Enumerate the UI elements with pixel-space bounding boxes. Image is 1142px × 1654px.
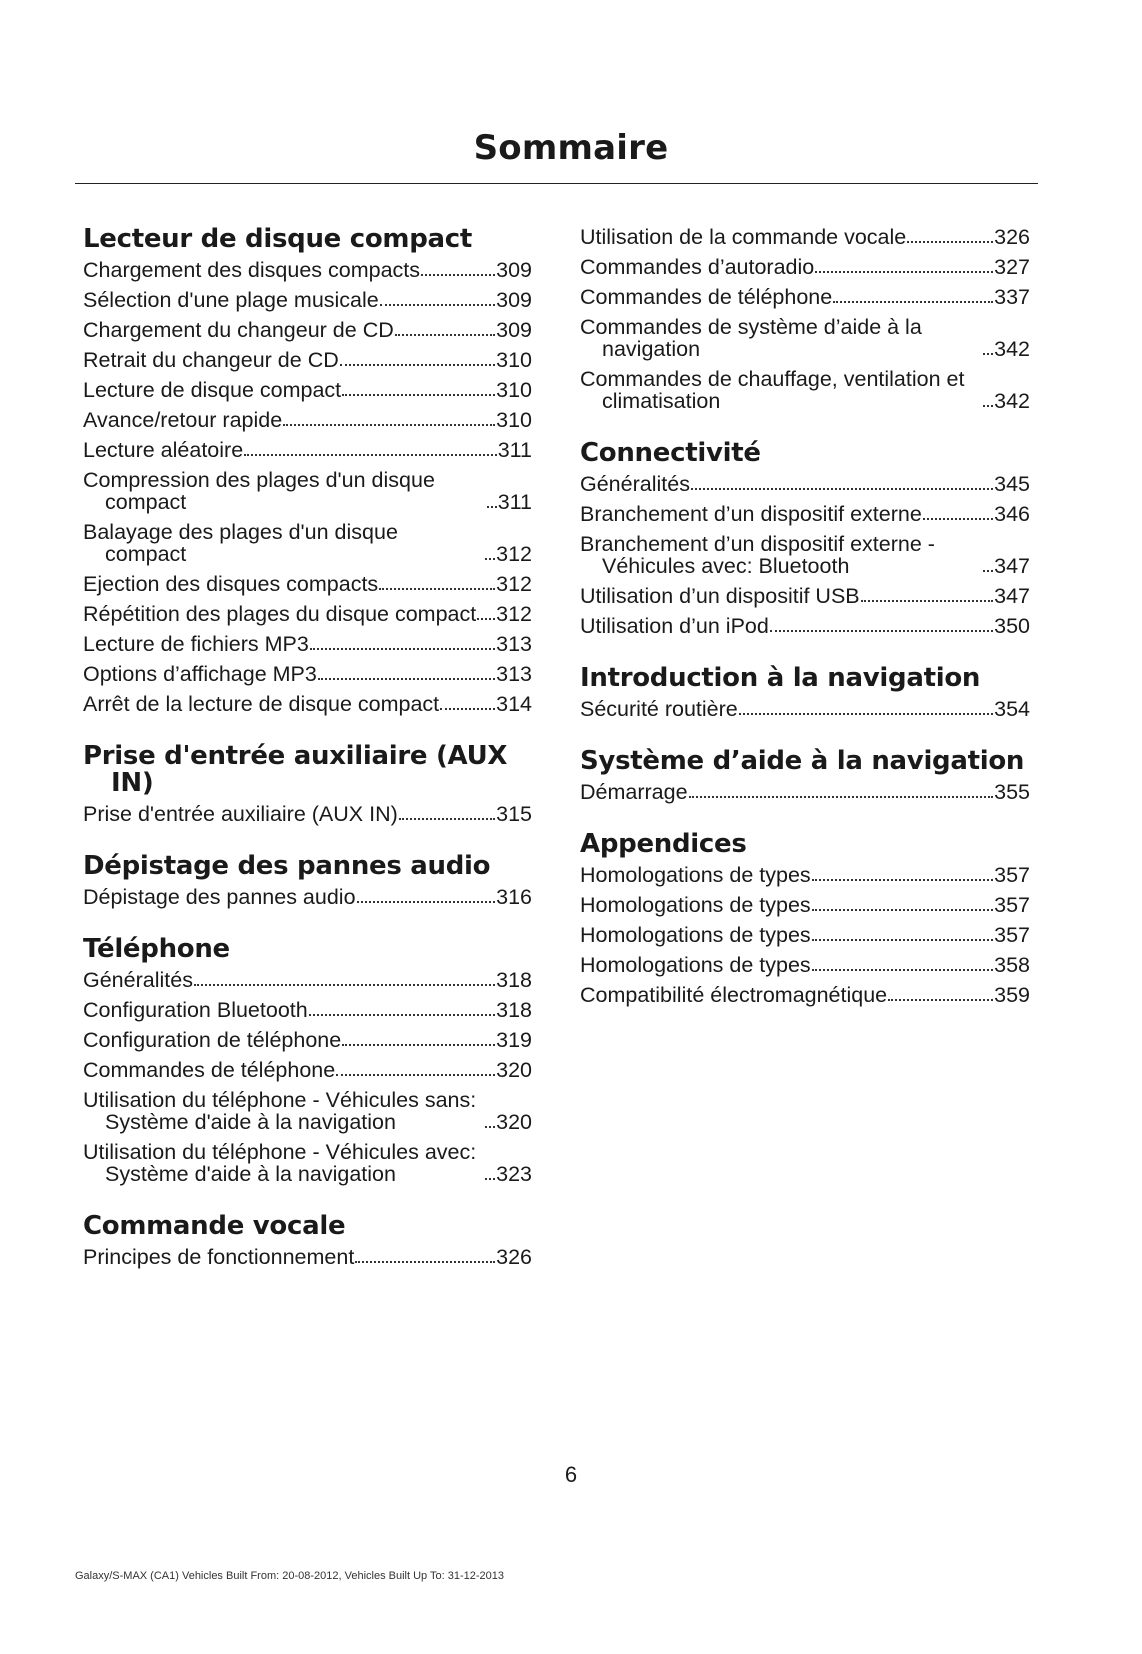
toc-entry-label: Compatibilité électromagnétique <box>580 983 888 1007</box>
toc-section-depistage-des-pannes-audio <box>83 853 532 908</box>
toc-entry[interactable] <box>83 259 532 281</box>
toc-entry-page: 314 <box>496 692 532 716</box>
dot-leader <box>983 352 993 355</box>
dot-leader <box>770 629 993 632</box>
toc-entry-label: Branchement d’un dispositif externe - Véhicules avec: Bluetooth <box>580 532 935 578</box>
toc-entry-label: Configuration de téléphone <box>83 1028 342 1052</box>
toc-entry-page: 342 <box>994 337 1030 361</box>
dot-leader <box>812 908 993 911</box>
toc-section-telephone <box>83 936 532 1185</box>
toc-entry[interactable] <box>580 316 1030 360</box>
toc-entry-label: Généralités <box>580 472 690 496</box>
toc-section-systeme-d-aide-a-la-navigation <box>580 748 1030 803</box>
section-heading: Téléphone <box>83 934 230 964</box>
toc-entry-page: 312 <box>496 602 532 626</box>
toc-right-column <box>580 226 1030 1034</box>
toc-entry-page: 354 <box>994 697 1030 721</box>
dot-leader <box>815 270 993 273</box>
toc-entry-page: 312 <box>496 542 532 566</box>
dot-leader <box>691 487 993 490</box>
toc-entry-label: Utilisation du téléphone - Véhicules avec: Système d'aide à la navigation <box>83 1140 477 1186</box>
toc-entry-label: Compression des plages d'un disque compact <box>83 468 435 514</box>
toc-entry-page: 316 <box>496 885 532 909</box>
toc-entry-page: 357 <box>994 893 1030 917</box>
toc-entry-label: Utilisation d’un dispositif USB <box>580 584 860 608</box>
toc-entry-page: 320 <box>496 1110 532 1134</box>
toc-entry[interactable] <box>83 1029 532 1051</box>
toc-entry-page: 310 <box>496 348 532 372</box>
toc-entry-page: 320 <box>496 1058 532 1082</box>
toc-entry[interactable] <box>580 924 1030 946</box>
toc-entry[interactable] <box>83 521 532 565</box>
toc-entry-label: Arrêt de la lecture de disque compact <box>83 692 440 716</box>
toc-entry-label: Principes de fonctionnement <box>83 1245 355 1269</box>
toc-entry[interactable] <box>83 469 532 513</box>
toc-entry-page: 355 <box>994 780 1030 804</box>
toc-entry[interactable] <box>580 954 1030 976</box>
dot-leader <box>379 587 495 590</box>
toc-entry-page: 358 <box>994 953 1030 977</box>
dot-leader <box>342 393 495 396</box>
toc-entry-page: 312 <box>496 572 532 596</box>
toc-entry[interactable] <box>83 573 532 595</box>
toc-entry[interactable] <box>580 368 1030 412</box>
toc-entry-page: 342 <box>994 389 1030 413</box>
section-heading: Connectivité <box>580 438 761 468</box>
section-heading: Lecteur de disque compact <box>83 224 473 254</box>
toc-entry-label: Utilisation d’un iPod <box>580 614 769 638</box>
toc-section-commande-vocale <box>83 1213 532 1268</box>
dot-leader <box>485 557 495 560</box>
toc-entry-page: 357 <box>994 923 1030 947</box>
toc-entry[interactable] <box>83 1246 532 1268</box>
dot-leader <box>244 453 497 456</box>
toc-entry-label: Chargement du changeur de CD <box>83 318 394 342</box>
toc-entry-label: Configuration Bluetooth <box>83 998 308 1022</box>
toc-entry-page: 311 <box>497 490 532 514</box>
dot-leader <box>907 240 993 243</box>
dot-leader <box>194 983 495 986</box>
toc-entry-label: Dépistage des pannes audio <box>83 885 356 909</box>
toc-entry[interactable] <box>580 473 1030 495</box>
page-title: Sommaire <box>473 128 669 168</box>
toc-entry[interactable] <box>580 226 1030 248</box>
toc-entry[interactable] <box>83 886 532 908</box>
toc-entry[interactable] <box>83 349 532 371</box>
toc-entry-page: 323 <box>496 1162 532 1186</box>
dot-leader <box>318 677 495 680</box>
toc-entry[interactable] <box>83 633 532 655</box>
toc-entry-page: 309 <box>496 258 532 282</box>
toc-entry[interactable] <box>83 409 532 431</box>
toc-entry-page: 313 <box>496 632 532 656</box>
toc-section-lecteur-de-disque-compact <box>83 226 532 715</box>
toc-entry[interactable] <box>83 1059 532 1081</box>
dot-leader <box>739 712 993 715</box>
dot-leader <box>477 617 495 620</box>
toc-entry-label: Utilisation de la commande vocale <box>580 225 907 249</box>
toc-entry-label: Avance/retour rapide <box>83 408 283 432</box>
dot-leader <box>283 423 495 426</box>
toc-entry-label: Retrait du changeur de CD <box>83 348 339 372</box>
toc-entry-label: Homologations de types <box>580 893 811 917</box>
toc-entry-page: 345 <box>994 472 1030 496</box>
dot-leader <box>485 1125 495 1128</box>
section-heading: Dépistage des pannes audio <box>83 851 491 881</box>
toc-entry[interactable] <box>83 319 532 341</box>
dot-leader <box>440 707 495 710</box>
toc-entry-label: Commandes d’autoradio <box>580 255 815 279</box>
dot-leader <box>983 404 993 407</box>
toc-entry[interactable] <box>580 503 1030 525</box>
toc-entry[interactable] <box>83 603 532 625</box>
toc-entry[interactable] <box>580 256 1030 278</box>
toc-section-introduction-a-la-navigation <box>580 665 1030 720</box>
toc-entry-label: Lecture de fichiers MP3 <box>83 632 309 656</box>
toc-entry-label: Commandes de système d’aide à la navigation <box>580 315 922 361</box>
toc-entry-page: 318 <box>496 998 532 1022</box>
toc-entry[interactable] <box>83 439 532 461</box>
dot-leader <box>395 333 495 336</box>
dot-leader <box>833 300 993 303</box>
dot-leader <box>399 817 495 820</box>
toc-entry-page: 313 <box>496 662 532 686</box>
toc-entry-page: 309 <box>496 288 532 312</box>
toc-entry[interactable] <box>580 698 1030 720</box>
dot-leader <box>983 569 993 572</box>
toc-entry-label: Lecture aléatoire <box>83 438 244 462</box>
dot-leader <box>923 517 993 520</box>
toc-entry[interactable] <box>83 693 532 715</box>
toc-entry-label: Homologations de types <box>580 863 811 887</box>
toc-entry-label: Options d’affichage MP3 <box>83 662 317 686</box>
toc-entry-label: Prise d'entrée auxiliaire (AUX IN) <box>83 802 398 826</box>
dot-leader <box>310 647 495 650</box>
toc-entry[interactable] <box>83 969 532 991</box>
toc-entry-page: 347 <box>994 584 1030 608</box>
toc-section-prise-d-entree-auxiliaire-aux-in <box>83 743 532 825</box>
dot-leader <box>812 938 993 941</box>
toc-entry-label: Chargement des disques compacts <box>83 258 421 282</box>
dot-leader <box>861 599 993 602</box>
toc-entry-label: Répétition des plages du disque compact <box>83 602 477 626</box>
title-divider <box>75 183 1038 184</box>
toc-entry[interactable] <box>83 803 532 825</box>
dot-leader <box>355 1260 495 1263</box>
dot-leader <box>689 795 994 798</box>
toc-entry[interactable] <box>580 781 1030 803</box>
dot-leader <box>888 998 993 1001</box>
dot-leader <box>487 505 497 508</box>
toc-entry-page: 326 <box>994 225 1030 249</box>
toc-entry-label: Branchement d’un dispositif externe <box>580 502 922 526</box>
toc-entry[interactable] <box>580 533 1030 577</box>
toc-entry-label: Balayage des plages d'un disque compact <box>83 520 398 566</box>
section-heading: Commande vocale <box>83 1211 346 1241</box>
toc-entry[interactable] <box>580 585 1030 607</box>
toc-entry-page: 310 <box>496 408 532 432</box>
toc-entry-page: 327 <box>994 255 1030 279</box>
page-number: 6 <box>564 1462 578 1487</box>
toc-entry-label: Sélection d'une plage musicale <box>83 288 379 312</box>
toc-entry-page: 337 <box>994 285 1030 309</box>
toc-entry[interactable] <box>83 1089 532 1133</box>
toc-entry-label: Généralités <box>83 968 193 992</box>
toc-section-appendices <box>580 831 1030 1006</box>
dot-leader <box>485 1177 495 1180</box>
toc-entry-page: 319 <box>496 1028 532 1052</box>
toc-entry[interactable] <box>83 999 532 1021</box>
dot-leader <box>812 878 993 881</box>
toc-entry-label: Homologations de types <box>580 953 811 977</box>
toc-entry-page: 315 <box>496 802 532 826</box>
toc-entry-page: 318 <box>496 968 532 992</box>
section-heading: Système d’aide à la navigation <box>580 746 1025 776</box>
toc-entry-label: Commandes de téléphone <box>83 1058 336 1082</box>
toc-entry[interactable] <box>83 663 532 685</box>
dot-leader <box>342 1043 495 1046</box>
section-heading: Appendices <box>580 829 747 859</box>
toc-left-column <box>83 226 532 1296</box>
toc-entry-page: 357 <box>994 863 1030 887</box>
toc-entry-page: 359 <box>994 983 1030 1007</box>
dot-leader <box>309 1013 495 1016</box>
toc-entry[interactable] <box>83 1141 532 1185</box>
toc-entry-page: 346 <box>994 502 1030 526</box>
toc-entry-label: Commandes de chauffage, ventilation et climatisation <box>580 367 965 413</box>
toc-entry[interactable] <box>580 286 1030 308</box>
toc-entry[interactable] <box>580 864 1030 886</box>
dot-leader <box>336 1073 495 1076</box>
dot-leader <box>380 303 495 306</box>
dot-leader <box>340 363 495 366</box>
toc-entry[interactable] <box>580 615 1030 637</box>
dot-leader <box>357 900 496 903</box>
dot-leader <box>421 273 495 276</box>
section-heading: Prise d'entrée auxiliaire (AUX IN) <box>83 741 508 798</box>
section-heading: Introduction à la navigation <box>580 663 981 693</box>
toc-entry-page: 347 <box>994 554 1030 578</box>
toc-entry-label: Homologations de types <box>580 923 811 947</box>
toc-entry[interactable] <box>83 379 532 401</box>
toc-entry-page: 310 <box>496 378 532 402</box>
toc-section-connectivite <box>580 440 1030 637</box>
toc-entry-label: Lecture de disque compact <box>83 378 342 402</box>
toc-entry[interactable] <box>83 289 532 311</box>
dot-leader <box>812 968 993 971</box>
footer-vehicle-info: Galaxy/S-MAX (CA1) Vehicles Built From: 20-08-2012, Vehicles Built Up To: 31-12-2013 <box>75 1570 504 1582</box>
toc-entry-label: Utilisation du téléphone - Véhicules sans: Système d'aide à la navigation <box>83 1088 477 1134</box>
toc-entry[interactable] <box>580 894 1030 916</box>
toc-section-continued <box>580 226 1030 412</box>
toc-entry[interactable] <box>580 984 1030 1006</box>
toc-entry-label: Démarrage <box>580 780 688 804</box>
toc-entry-label: Ejection des disques compacts <box>83 572 379 596</box>
toc-entry-page: 326 <box>496 1245 532 1269</box>
toc-entry-page: 311 <box>497 438 532 462</box>
toc-entry-page: 309 <box>496 318 532 342</box>
toc-entry-label: Commandes de téléphone <box>580 285 833 309</box>
toc-entry-label: Sécurité routière <box>580 697 738 721</box>
toc-entry-page: 350 <box>994 614 1030 638</box>
